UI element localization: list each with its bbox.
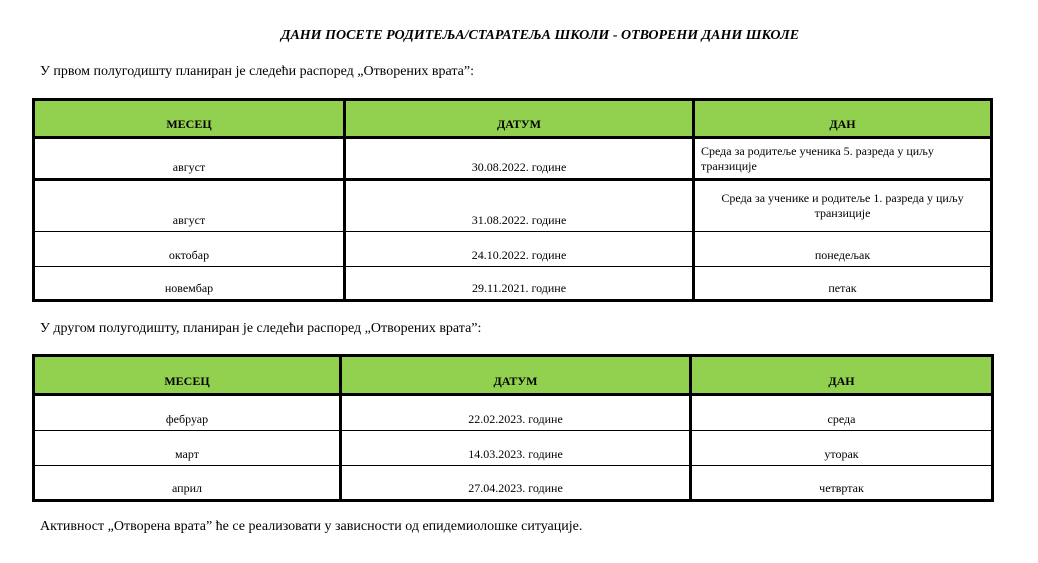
second-semester-intro: У другом полугодишту, планиран је следећи распоред „Отворених врата”: xyxy=(40,321,482,336)
header-day: ДАН xyxy=(691,356,993,395)
cell-day: четвртак xyxy=(691,466,993,501)
cell-date: 29.11.2021. године xyxy=(345,267,694,301)
first-semester-table xyxy=(32,98,993,302)
page-title: ДАНИ ПОСЕТЕ РОДИТЕЉА/СТАРАТЕЉА ШКОЛИ - ОТВОРЕНИ ДАНИ ШКОЛЕ xyxy=(280,28,800,43)
cell-month: март xyxy=(34,431,341,466)
header-date: ДАТУМ xyxy=(341,356,691,395)
cell-day: понедељак xyxy=(694,232,992,267)
cell-month: април xyxy=(34,466,341,501)
table-row xyxy=(34,232,992,267)
cell-date: 27.04.2023. године xyxy=(341,466,691,501)
header-month: МЕСЕЦ xyxy=(34,100,345,138)
cell-month: новембар xyxy=(34,267,345,301)
closing-note: Активност „Отворена врата” ће се реализовати у зависности од епидемиолошке ситуације. xyxy=(40,519,583,534)
cell-month: август xyxy=(34,138,345,180)
cell-day: Среда за родитеље ученика 5. разреда у циљу транзиције xyxy=(694,138,992,180)
table-header-row xyxy=(34,356,993,395)
table-row xyxy=(34,466,993,501)
table-row xyxy=(34,395,993,431)
header-month: МЕСЕЦ xyxy=(34,356,341,395)
table-row xyxy=(34,267,992,301)
cell-day: петак xyxy=(694,267,992,301)
header-day: ДАН xyxy=(694,100,992,138)
table-row xyxy=(34,138,992,180)
cell-month: октобар xyxy=(34,232,345,267)
cell-date: 31.08.2022. године xyxy=(345,180,694,232)
cell-date: 14.03.2023. године xyxy=(341,431,691,466)
table-header-row xyxy=(34,100,992,138)
cell-date: 30.08.2022. године xyxy=(345,138,694,180)
cell-day: Среда за ученике и родитеље 1. разреда у циљу транзиције xyxy=(694,180,992,232)
cell-month: фебруар xyxy=(34,395,341,431)
cell-date: 24.10.2022. године xyxy=(345,232,694,267)
first-semester-intro: У првом полугодишту планиран је следећи распоред „Отворених врата”: xyxy=(40,64,474,79)
table-row xyxy=(34,180,992,232)
cell-day: среда xyxy=(691,395,993,431)
cell-day: уторак xyxy=(691,431,993,466)
header-date: ДАТУМ xyxy=(345,100,694,138)
cell-month: август xyxy=(34,180,345,232)
second-semester-table xyxy=(32,354,994,502)
cell-date: 22.02.2023. године xyxy=(341,395,691,431)
table-row xyxy=(34,431,993,466)
